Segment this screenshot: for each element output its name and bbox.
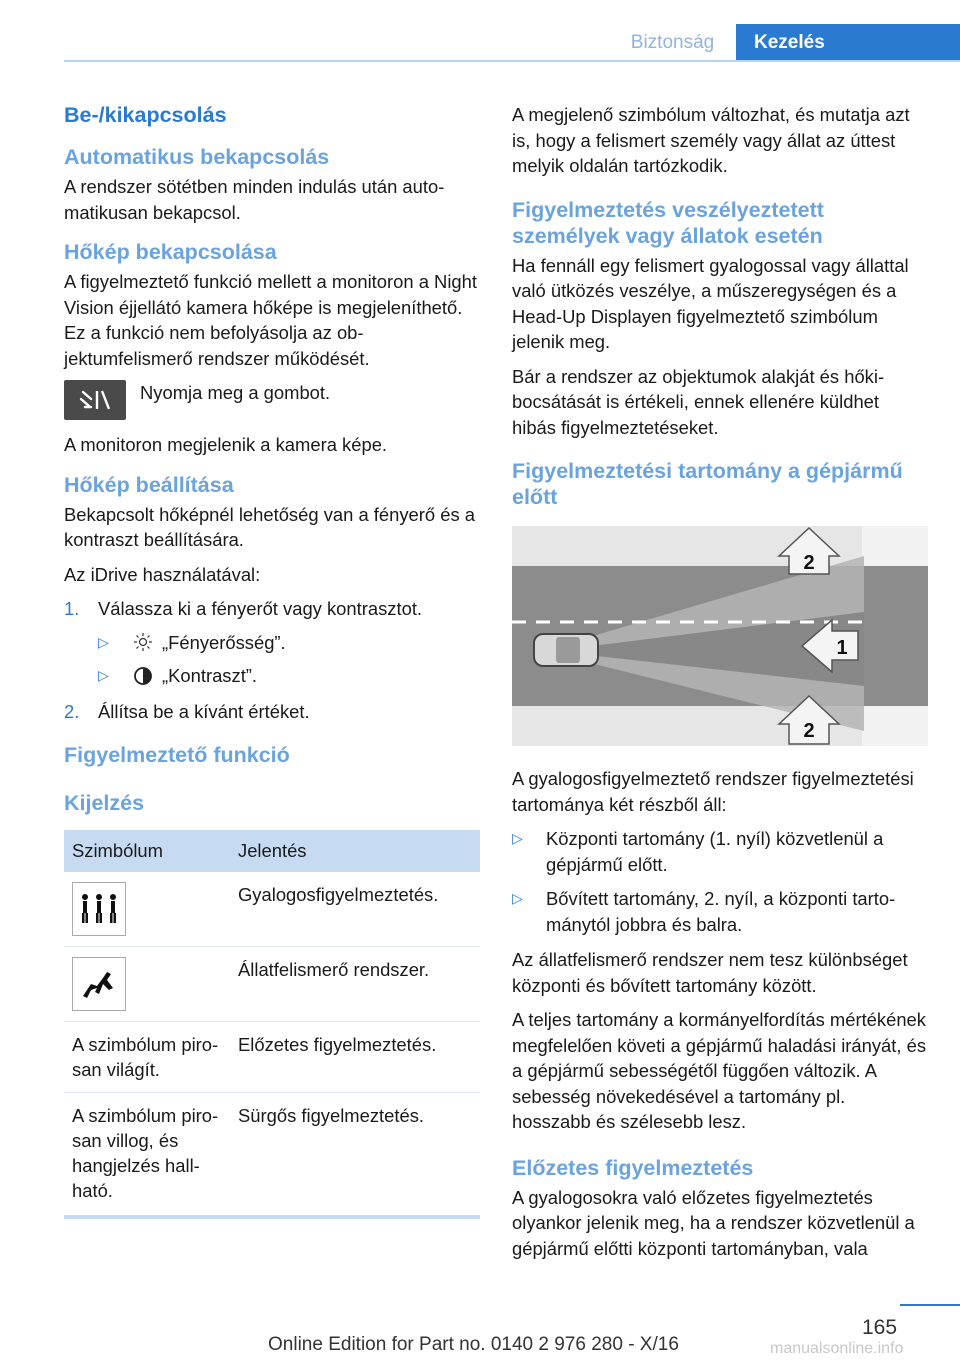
animal-warning-icon bbox=[72, 957, 126, 1011]
animal-text: Az állatfelismerő rendszer nem tesz különbséget központi és bővített tartomány között. bbox=[512, 949, 908, 996]
substep-contrast bbox=[98, 663, 480, 689]
arrow-label: 2 bbox=[803, 720, 815, 742]
monitor-text: A monitoron megjelenik a kamera képe. bbox=[64, 434, 388, 455]
table-cell: Állatfelismerő rendszer. bbox=[230, 947, 480, 1022]
list-item bbox=[512, 886, 928, 937]
page-number: 165 bbox=[862, 1316, 898, 1339]
step-1 bbox=[64, 596, 480, 689]
range-text: A gyalogosfigyelmeztető rendszer figyelmeztetési tartománya két részből áll: bbox=[512, 768, 914, 815]
contrast-icon bbox=[132, 665, 154, 687]
table-cell: A szimbólum pirosan villog, és hangjelzés hallható. bbox=[72, 1105, 219, 1201]
danger-text-1: Ha fennáll egy felismert gyalogossal vagy állattal való ütközés veszélye, a műszeregységen és a Head-Up Displayen figyelmeztető szimbólum jelenik meg. bbox=[512, 254, 909, 352]
triangle-bullet-icon: ▷ bbox=[512, 830, 523, 846]
thermal-on-text: A figyelmeztető funkció mellett a monitoron a Night Vision éjjellátó kamera hőképe is megjeleníthető. Ez a funkció nem befolyásolja az objektumfelismerő rendszer működését. bbox=[64, 271, 477, 369]
table-header: Jelentés bbox=[230, 830, 480, 872]
auto-heading: Automatikus bekapcsolás bbox=[64, 145, 330, 169]
tab-kezeles[interactable]: Kezelés bbox=[736, 24, 960, 62]
step-number: 2. bbox=[64, 700, 80, 722]
watermark: manualsonline.info bbox=[770, 1340, 904, 1357]
table-cell: Gyalogosfigyelmeztetés. bbox=[230, 872, 480, 947]
bullet-text: Bővített tartomány, 2. nyíl, a központi tartománytól jobbra és balra. bbox=[546, 888, 896, 935]
substep-brightness bbox=[98, 630, 480, 656]
intro-text: A megjelenő szimbólum változhat, és mutatja azt is, hogy a felismert személy vagy állat az úttest melyik oldalán tartózkodik. bbox=[512, 104, 910, 176]
car-icon bbox=[534, 634, 598, 666]
step-number: 1. bbox=[64, 598, 80, 619]
night-vision-button-icon bbox=[64, 380, 126, 420]
warn-heading: Figyelmeztető funkció bbox=[64, 743, 290, 767]
section-title: Be-/kikapcsolás bbox=[64, 103, 227, 127]
table-cell: Előzetes figyelmeztetés. bbox=[230, 1022, 480, 1093]
table-cell bbox=[64, 947, 230, 1022]
table-row bbox=[64, 872, 480, 947]
edition-text: Online Edition for Part no. 0140 2 976 280 - X/16 bbox=[268, 1334, 679, 1355]
triangle-bullet-icon: ▷ bbox=[98, 633, 109, 650]
full-range-text: A teljes tartomány a kormányelfordítás mértékének megfelelően követi a gépjármű haladási irányát, és a gépjármű sebességétől függően változik. A sebesség növekedésével a tartomány pl. hosszabb és szélesebb lesz. bbox=[512, 1009, 927, 1132]
button-text: Nyomja meg a gombot. bbox=[140, 382, 331, 403]
step-text: Állítsa be a kívánt értéket. bbox=[98, 700, 310, 722]
arrow-label: 1 bbox=[836, 637, 848, 659]
table-row bbox=[64, 1022, 480, 1093]
pre-warning-heading: Előzetes figyelmeztetés bbox=[512, 1155, 754, 1180]
display-heading: Kijelzés bbox=[64, 791, 145, 815]
thermal-on-heading: Hőkép bekapcsolása bbox=[64, 240, 277, 264]
steps-list bbox=[64, 596, 480, 724]
table-row bbox=[64, 1093, 480, 1214]
list-item bbox=[512, 826, 928, 877]
symbol-table bbox=[64, 830, 480, 1213]
right-column bbox=[512, 102, 928, 1270]
footer-rule bbox=[900, 1304, 960, 1306]
table-cell: Sürgős figyelmeztetés. bbox=[238, 1105, 425, 1126]
header-divider bbox=[64, 60, 960, 62]
button-instruction bbox=[64, 380, 480, 420]
range-heading: Figyelmeztetési tartomány a gépjármű előtt bbox=[512, 459, 903, 509]
triangle-bullet-icon: ▷ bbox=[512, 890, 523, 906]
step-2 bbox=[64, 699, 480, 725]
left-column bbox=[64, 100, 480, 1219]
pre-warning-text: A gyalogosokra való előzetes figyelmeztetés olyankor jelenik meg, ha a rendszer közvetlenül a gépjármű előtti központi tartományban, vala bbox=[512, 1186, 915, 1259]
table-cell bbox=[64, 872, 230, 947]
arrow-label: 2 bbox=[803, 552, 815, 574]
step-text: Válassza ki a fényerőt vagy kontrasztot. bbox=[98, 598, 423, 619]
table-header-row bbox=[64, 830, 480, 872]
auto-text: A rendszer sötétben minden indulás után automatikusan bekapcsol. bbox=[64, 176, 445, 223]
tab-biztonsag[interactable]: Biztonság bbox=[630, 32, 715, 53]
idrive-text: Az iDrive használatával: bbox=[64, 563, 261, 585]
adjust-heading: Hőkép beállítása bbox=[64, 472, 234, 497]
warning-range-figure bbox=[512, 526, 928, 746]
pedestrian-warning-icon bbox=[72, 882, 126, 936]
table-cell: A szimbólum pirosan világít. bbox=[64, 1022, 230, 1093]
triangle-bullet-icon: ▷ bbox=[98, 667, 109, 683]
danger-heading: Figyelmeztetés veszélyeztetett személyek vagy állatok esetén bbox=[512, 197, 824, 248]
brightness-icon bbox=[132, 631, 154, 653]
table-row bbox=[64, 947, 480, 1022]
substep-text: „Fényerősség”. bbox=[162, 631, 286, 653]
danger-text-2: Bár a rendszer az objektumok alakját és hőkibocsátását is értékeli, ennek ellenére küldhet hibás figyelmeztetéseket. bbox=[512, 365, 885, 438]
bullet-text: Központi tartomány (1. nyíl) közvetlenül a gépjármű előtt. bbox=[546, 828, 884, 875]
range-bullets bbox=[512, 826, 928, 937]
substep-text: „Kontraszt”. bbox=[162, 665, 258, 686]
table-bottom-rule bbox=[64, 1215, 480, 1219]
table-header: Szimbólum bbox=[64, 830, 230, 872]
adjust-text: Bekapcsolt hőképnél lehetőség van a fényerő és a kontraszt beállítására. bbox=[64, 503, 476, 550]
